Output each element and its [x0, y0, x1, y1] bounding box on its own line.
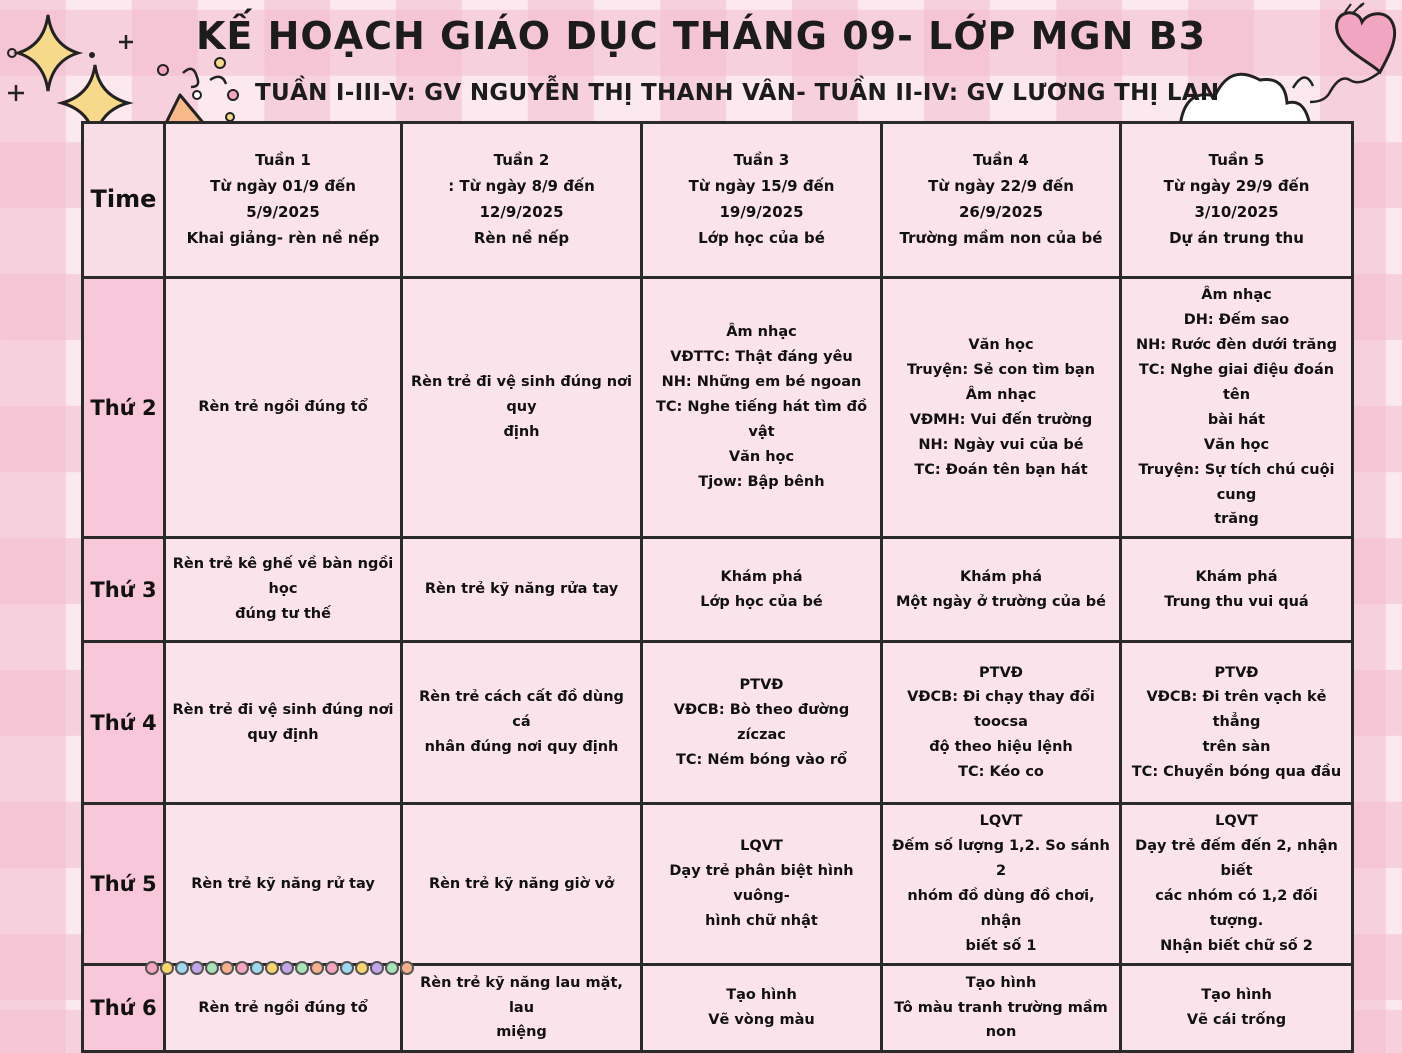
table-cell: Tạo hình Vẽ vòng màu	[642, 965, 882, 1052]
day-cell: Thứ 5	[83, 804, 165, 965]
table-cell: Rèn trẻ ngồi đúng tổ	[165, 278, 402, 538]
bead-icon	[265, 961, 279, 975]
header-cell-week-4: Tuần 4 Từ ngày 22/9 đến 26/9/2025 Trường mầm non của bé	[882, 123, 1121, 278]
page-title: KẾ HOẠCH GIÁO DỤC THÁNG 09- LỚP MGN B3	[195, 14, 1207, 58]
table-cell: Rèn trẻ kỹ năng lau mặt, lau miệng	[402, 965, 642, 1052]
table-cell: Văn học Truyện: Sẻ con tìm bạn Âm nhạc VĐMH: Vui đến trường NH: Ngày vui của bé TC: Đoán tên bạn hát	[882, 278, 1121, 538]
bead-icon	[235, 961, 249, 975]
table-cell: PTVĐ VĐCB: Đi chạy thay đổi toocsa độ theo hiệu lệnh TC: Kéo co	[882, 642, 1121, 804]
table-cell: Rèn trẻ kỹ năng rửa tay	[402, 538, 642, 642]
table-cell: Rèn trẻ đi vệ sinh đúng nơi quy định	[165, 642, 402, 804]
table-row	[83, 278, 1353, 538]
header-cell-week-2: Tuần 2 : Từ ngày 8/9 đến 12/9/2025 Rèn nề nếp	[402, 123, 642, 278]
header-cell-week-1: Tuần 1 Từ ngày 01/9 đến 5/9/2025 Khai giảng- rèn nề nếp	[165, 123, 402, 278]
bead-icon	[160, 961, 174, 975]
day-cell: Thứ 2	[83, 278, 165, 538]
table-cell: Rèn trẻ kỹ năng rử tay	[165, 804, 402, 965]
bead-icon	[385, 961, 399, 975]
header-cell-time: Time	[83, 123, 165, 278]
header-cell-week-3: Tuần 3 Từ ngày 15/9 đến 19/9/2025 Lớp học của bé	[642, 123, 882, 278]
day-cell: Thứ 6	[83, 965, 165, 1052]
table-cell: Rèn trẻ ngồi đúng tổ	[165, 965, 402, 1052]
bead-icon	[280, 961, 294, 975]
table-cell: PTVĐ VĐCB: Bò theo đường zíczac TC: Ném bóng vào rổ	[642, 642, 882, 804]
bead-icon	[325, 961, 339, 975]
table-cell: Khám phá Lớp học của bé	[642, 538, 882, 642]
bead-icon	[370, 961, 384, 975]
bead-string-icon	[145, 961, 415, 975]
table-cell: Tạo hình Vẽ cái trống	[1121, 965, 1353, 1052]
day-cell: Thứ 4	[83, 642, 165, 804]
bead-icon	[295, 961, 309, 975]
table-header-row	[83, 123, 1353, 278]
table-row	[83, 538, 1353, 642]
bead-icon	[310, 961, 324, 975]
table-cell: LQVT Dạy trẻ đếm đến 2, nhận biết các nhóm có 1,2 đối tượng. Nhận biết chữ số 2	[1121, 804, 1353, 965]
bead-icon	[190, 961, 204, 975]
bead-icon	[145, 961, 159, 975]
table-cell: Tạo hình Tô màu tranh trường mầm non	[882, 965, 1121, 1052]
bead-icon	[220, 961, 234, 975]
bead-icon	[400, 961, 414, 975]
bead-icon	[175, 961, 189, 975]
bead-icon	[355, 961, 369, 975]
table-cell: Rèn trẻ kỹ năng giờ vở	[402, 804, 642, 965]
table-cell: LQVT Đếm số lượng 1,2. So sánh 2 nhóm đồ dùng đồ chơi, nhận biết số 1	[882, 804, 1121, 965]
table-cell: Khám phá Một ngày ở trường của bé	[882, 538, 1121, 642]
table-cell: Âm nhạc VĐTTC: Thật đáng yêu NH: Những em bé ngoan TC: Nghe tiếng hát tìm đồ vật Văn học Tjow: Bập bênh	[642, 278, 882, 538]
table-row	[83, 642, 1353, 804]
table-cell: PTVĐ VĐCB: Đi trên vạch kẻ thẳng trên sàn TC: Chuyền bóng qua đầu	[1121, 642, 1353, 804]
day-cell: Thứ 3	[83, 538, 165, 642]
table-cell: Khám phá Trung thu vui quá	[1121, 538, 1353, 642]
table-row	[83, 804, 1353, 965]
bead-icon	[205, 961, 219, 975]
table-row	[83, 965, 1353, 1052]
lesson-plan-table	[81, 121, 1354, 1053]
table-cell: LQVT Dạy trẻ phân biệt hình vuông- hình chữ nhật	[642, 804, 882, 965]
table-cell: Rèn trẻ đi vệ sinh đúng nơi quy định	[402, 278, 642, 538]
header-cell-week-5: Tuần 5 Từ ngày 29/9 đến 3/10/2025 Dự án trung thu	[1121, 123, 1353, 278]
table-cell: Rèn trẻ cách cất đồ dùng cá nhân đúng nơi quy định	[402, 642, 642, 804]
table-cell: Rèn trẻ kê ghế về bàn ngồi học đúng tư thế	[165, 538, 402, 642]
bead-icon	[250, 961, 264, 975]
page-subtitle: TUẦN I-III-V: GV NGUYỄN THỊ THANH VÂN- TUẦN II-IV: GV LƯƠNG THỊ LAN	[255, 80, 1220, 106]
bead-icon	[340, 961, 354, 975]
table-cell: Âm nhạc DH: Đếm sao NH: Rước đèn dưới trăng TC: Nghe giai điệu đoán tên bài hát Văn học Truyện: Sự tích chú cuội cung trăng	[1121, 278, 1353, 538]
